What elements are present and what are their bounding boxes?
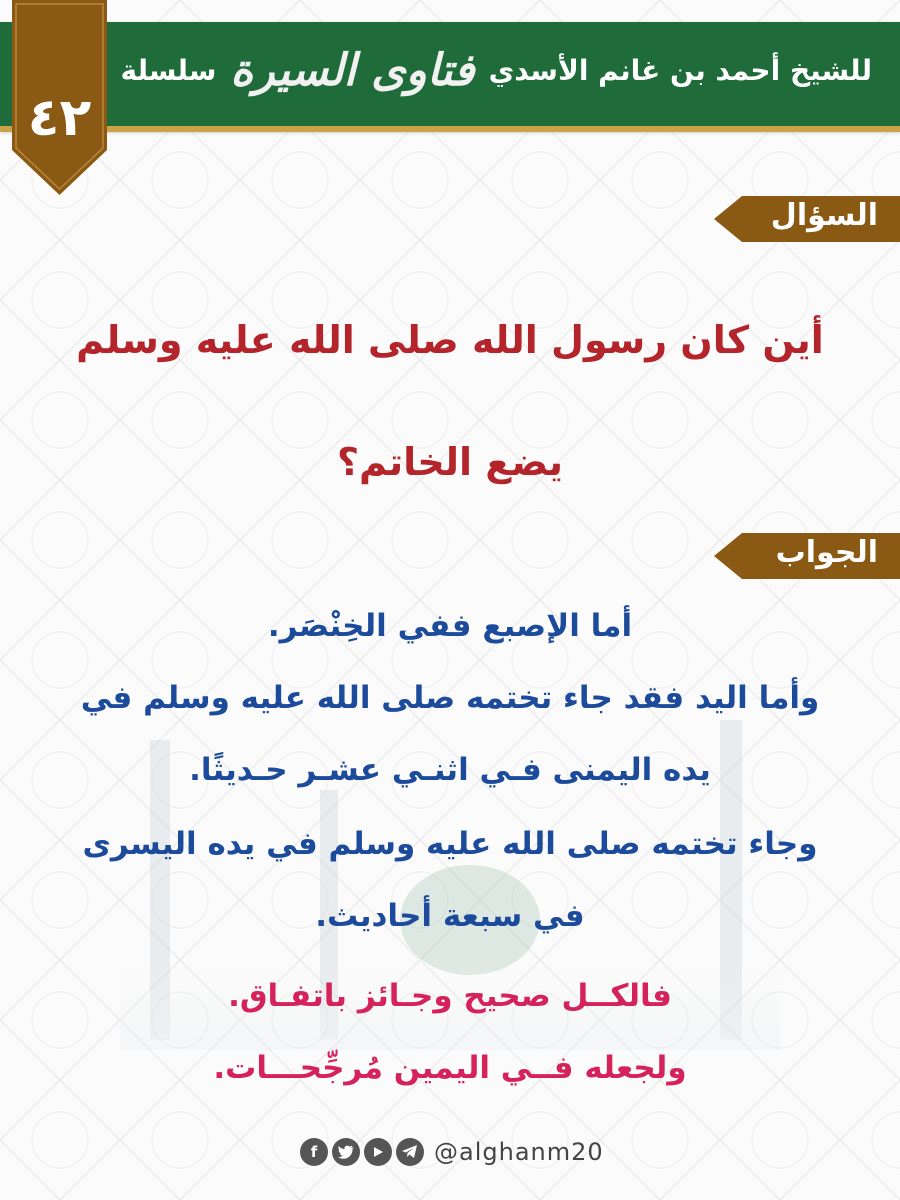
question-line-2: يضع الخاتم؟ bbox=[337, 440, 563, 484]
question-tag-label: السؤال bbox=[770, 198, 878, 233]
question-tag bbox=[714, 196, 900, 242]
youtube-icon[interactable] bbox=[364, 1138, 392, 1166]
social-footer bbox=[300, 1135, 604, 1169]
series-label: سلسلة bbox=[120, 53, 217, 87]
answer-tag bbox=[714, 533, 900, 579]
answer-tag-label: الجواب bbox=[775, 535, 878, 570]
episode-number: ٤٢ bbox=[27, 88, 92, 148]
episode-badge bbox=[12, 0, 107, 195]
conclusion-line: فالكــل صحيح وجـائز باتفـاق. bbox=[228, 978, 672, 1014]
answer-line: أما الإصبع ففي الخِنْصَر. bbox=[267, 608, 633, 644]
header-gold-strip bbox=[0, 126, 900, 132]
twitter-icon[interactable] bbox=[332, 1138, 360, 1166]
sheikh-name: للشيخ أحمد بن غانم الأسدي bbox=[488, 53, 872, 87]
header-title-row bbox=[121, 40, 873, 100]
facebook-icon[interactable]: f bbox=[300, 1138, 328, 1166]
conclusion-line: ولجعله فــي اليمين مُرجِّحـــات. bbox=[213, 1050, 687, 1086]
telegram-icon[interactable] bbox=[396, 1138, 424, 1166]
series-title: فتاوى السيرة bbox=[230, 44, 475, 96]
answer-line: يده اليمنى فـي اثنـي عشـر حـديثًا. bbox=[189, 752, 711, 788]
social-handle[interactable]: @alghanm20 bbox=[434, 1138, 604, 1166]
answer-line: وجاء تختمه صلى الله عليه وسلم في يده اليسرى bbox=[82, 826, 818, 862]
answer-line: وأما اليد فقد جاء تختمه صلى الله عليه وسلم في bbox=[80, 680, 820, 716]
question-line-1: أين كان رسول الله صلى الله عليه وسلم bbox=[76, 318, 824, 362]
answer-line: في سبعة أحاديث. bbox=[315, 898, 585, 934]
